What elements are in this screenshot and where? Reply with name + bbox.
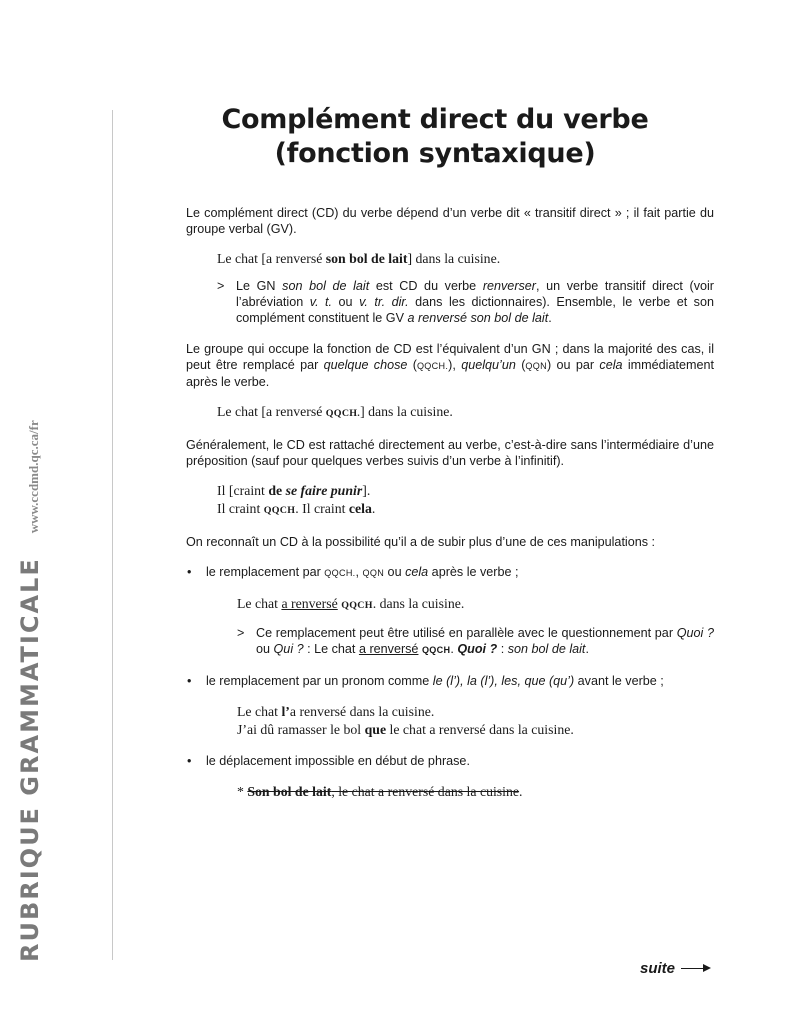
ex-text: Il craint xyxy=(217,501,264,516)
note-italic: v. t. xyxy=(309,295,333,309)
example-6 xyxy=(237,783,714,801)
example-3 xyxy=(217,482,714,520)
bullet-text: , xyxy=(355,565,363,579)
ex-text: le chat a renversé dans la cuisine. xyxy=(386,722,574,737)
p-text: ) ou par xyxy=(546,358,600,372)
sidebar-url: www.ccdmd.qc.ca/fr xyxy=(26,420,41,534)
ex-strike-text: , le chat a renversé dans la cuisine xyxy=(331,784,520,799)
bullet-dot: • xyxy=(187,565,192,579)
p-italic: quelqu’un xyxy=(461,358,516,372)
note-italic: renverser xyxy=(482,279,537,293)
bullet-3 xyxy=(186,753,714,769)
note-text: Le GN xyxy=(236,279,283,293)
paragraph-4: On reconnaît un CD à la possibilité qu’il a de subir plus d’une de ces manipulations : xyxy=(186,535,656,549)
sidebar-title: RUBRIQUE GRAMMATICALE xyxy=(16,557,44,962)
note-2 xyxy=(186,625,714,658)
note-1 xyxy=(186,278,714,326)
ex-text: . xyxy=(371,501,376,516)
bullet-text: avant le verbe ; xyxy=(574,674,664,688)
p-text: ( xyxy=(407,358,417,372)
ex-text: Le chat [a renversé xyxy=(217,404,326,419)
page-title xyxy=(150,103,720,171)
paragraph-3: Généralement, le CD est rattaché directement au verbe, c’est-à-dire sans l’intermédiaire d’une préposition (sauf pour quelques verbes suivis d’un verbe à l’infinitif). xyxy=(186,438,714,468)
example-2 xyxy=(217,403,714,423)
p-text: Le groupe qui occupe la fonction de CD est l’équivalent d’un GN ; dans la majorité des cas, il peut être remplacé par xyxy=(186,342,714,372)
note-text: . xyxy=(548,311,552,325)
example-3-line-2 xyxy=(217,500,714,520)
example-3-line-1 xyxy=(217,482,714,500)
title-line-1: Complément direct du verbe xyxy=(221,104,649,135)
ex-underline: a renversé xyxy=(281,596,338,611)
arrow-right-icon xyxy=(681,968,709,970)
ex-smallcaps: QQCH xyxy=(341,600,373,611)
ex-bold: son bol de lait xyxy=(325,251,408,266)
note-text: . xyxy=(585,642,589,656)
bullet-dot: • xyxy=(187,754,192,768)
note-text: dans les dictionnaires). Ensemble, le verbe et son complément constituent le GV xyxy=(236,295,714,325)
p-text: ( xyxy=(515,358,526,372)
note-marker: > xyxy=(237,626,245,640)
example-5-line-1 xyxy=(237,703,714,721)
ex-text: . Il craint xyxy=(295,501,349,516)
ex-text: Il [craint xyxy=(217,483,269,498)
sidebar-divider xyxy=(112,110,113,960)
title-line-2: (fonction syntaxique) xyxy=(274,138,596,169)
ex-text: ]. xyxy=(362,483,371,498)
ex-bold: de xyxy=(268,483,286,498)
p-italic: cela xyxy=(599,358,623,372)
ex-smallcaps: QQCH xyxy=(263,505,296,516)
example-1 xyxy=(217,250,714,268)
note-italic: a renversé son bol de lait xyxy=(407,311,549,325)
note-text: , un verbe transitif direct (voir l’abréviation xyxy=(236,279,714,309)
ex-text: Le chat [a renversé xyxy=(217,251,326,266)
bullet-smallcaps: QQN xyxy=(362,568,385,578)
note-italic: v. tr. dir. xyxy=(359,295,409,309)
ex-bold-italic: se faire punir xyxy=(285,483,363,498)
ex-asterisk: * xyxy=(237,784,248,799)
ex-text: Le chat xyxy=(237,704,282,719)
document-body xyxy=(186,205,714,811)
ex-smallcaps: QQCH. xyxy=(325,408,361,419)
bullet-1 xyxy=(186,564,714,581)
next-page-link[interactable] xyxy=(640,960,709,977)
example-4 xyxy=(237,595,714,615)
bullet-text: ou xyxy=(384,565,406,579)
bullet-smallcaps: QQCH. xyxy=(324,568,356,578)
note-smallcaps: QQCH xyxy=(421,645,451,655)
ex-text: a renversé dans la cuisine. xyxy=(289,704,435,719)
p-text: immédiatement après le verbe. xyxy=(186,358,714,389)
p-italic: quelque chose xyxy=(323,358,408,372)
note-text: : Le chat xyxy=(303,642,359,656)
note-underline: a renversé xyxy=(358,642,419,656)
note-text: ou xyxy=(332,295,360,309)
note-italic: Qui ? xyxy=(273,642,304,656)
bullet-text: le remplacement par un pronom comme xyxy=(206,674,433,688)
note-text: est CD du verbe xyxy=(369,279,483,293)
note-italic: son bol de lait xyxy=(282,279,370,293)
ex-bold: l’ xyxy=(281,704,290,719)
bullet-italic: cela xyxy=(405,565,429,579)
ex-bold: cela xyxy=(348,501,372,516)
p-smallcaps: QQCH. xyxy=(416,361,449,371)
ex-text: . dans la cuisine. xyxy=(372,596,465,611)
ex-text: . xyxy=(519,784,523,799)
note-text: : xyxy=(497,642,508,656)
bullet-dot: • xyxy=(187,674,192,688)
note-bold-italic: Quoi ? xyxy=(457,642,498,656)
bullet-text: après le verbe ; xyxy=(428,565,519,579)
sidebar-vertical-label xyxy=(16,420,44,962)
note-marker: > xyxy=(217,279,225,293)
example-5 xyxy=(237,703,714,739)
note-text: . xyxy=(450,642,458,656)
p-text: ), xyxy=(448,358,462,372)
note-italic: Quoi ? xyxy=(676,626,714,640)
bullet-text: le déplacement impossible en début de phrase. xyxy=(206,754,470,768)
ex-text: Le chat xyxy=(237,596,282,611)
ex-bold: que xyxy=(364,722,387,737)
bullet-2 xyxy=(186,673,714,689)
note-italic: son bol de lait xyxy=(507,642,586,656)
ex-strike-bold: Son bol de lait xyxy=(247,784,332,799)
bullet-italic: le (l’), la (l’), les, que (qu’) xyxy=(432,674,575,688)
example-5-line-2 xyxy=(237,721,714,739)
intro-paragraph: Le complément direct (CD) du verbe dépend d’un verbe dit « transitif direct » ; il fait partie du groupe verbal (GV). xyxy=(186,206,714,236)
note-text: Ce remplacement peut être utilisé en parallèle avec le questionnement par xyxy=(256,626,677,640)
suite-label: suite xyxy=(640,960,676,977)
note-text: ou xyxy=(256,642,274,656)
paragraph-2 xyxy=(186,341,714,390)
bullet-text: le remplacement par xyxy=(206,565,325,579)
p-smallcaps: QQN xyxy=(525,361,547,371)
ex-text: ] dans la cuisine. xyxy=(407,251,501,266)
ex-text: ] dans la cuisine. xyxy=(360,404,453,419)
ex-text: J’ai dû ramasser le bol xyxy=(237,722,365,737)
